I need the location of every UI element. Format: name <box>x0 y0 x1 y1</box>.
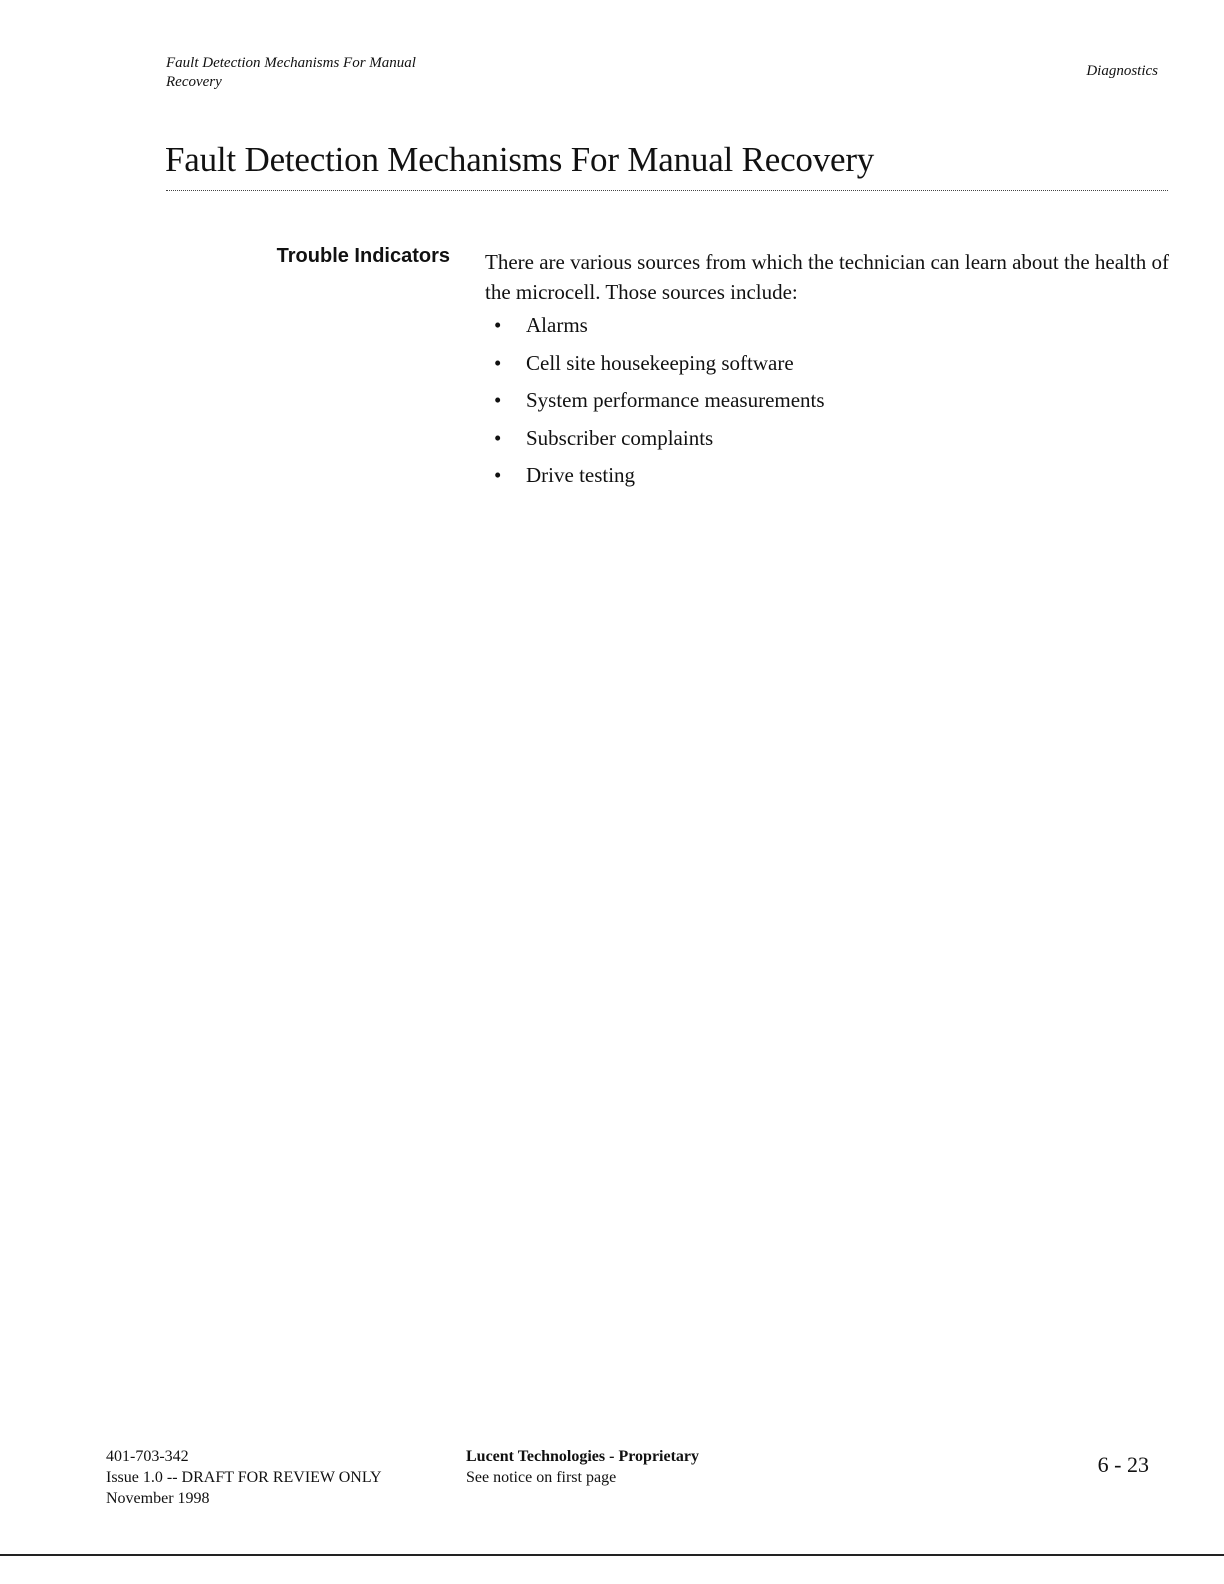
list-item <box>485 385 1135 423</box>
bullet-icon: • <box>494 463 502 487</box>
company-line: Lucent Technologies - Proprietary <box>466 1448 700 1465</box>
sources-list <box>485 310 1135 498</box>
running-head-right: Diagnostics <box>1086 63 1158 79</box>
bullet-icon: • <box>494 350 502 375</box>
list-item <box>485 348 1135 386</box>
list-item <box>485 460 1135 498</box>
footer-proprietary <box>466 1446 699 1488</box>
running-head-left <box>166 54 496 92</box>
title-divider <box>166 190 1168 191</box>
notice-line: See notice on first page <box>466 1469 617 1486</box>
footer-doc-info <box>106 1446 382 1509</box>
list-item <box>485 310 1135 348</box>
bullet-icon: • <box>494 313 502 337</box>
list-item-text: Alarms <box>526 313 588 337</box>
page-number: 6 - 23 <box>1097 1452 1149 1477</box>
page-title: Fault Detection Mechanisms For Manual Recovery <box>165 140 875 179</box>
list-item-text: System performance measurements <box>526 388 825 412</box>
doc-number: 401-703-342 <box>106 1448 189 1465</box>
bottom-divider <box>0 1554 1224 1556</box>
list-item-text: Cell site housekeeping software <box>526 350 794 375</box>
running-head-left-line2: Recovery <box>166 74 222 90</box>
list-item-text: Subscriber complaints <box>526 425 714 450</box>
running-head-left-line1: Fault Detection Mechanisms For Manual <box>166 55 416 71</box>
issue-line: Issue 1.0 -- DRAFT FOR REVIEW ONLY <box>106 1469 382 1486</box>
issue-date: November 1998 <box>106 1490 210 1507</box>
bullet-icon: • <box>494 388 502 412</box>
list-item-text: Drive testing <box>526 463 636 487</box>
intro-paragraph: There are various sources from which the technician can learn about the health of the microcell. Those sources include: <box>485 250 1169 304</box>
list-item <box>485 423 1135 461</box>
bullet-icon: • <box>494 425 502 450</box>
section-heading: Trouble Indicators <box>276 245 450 267</box>
